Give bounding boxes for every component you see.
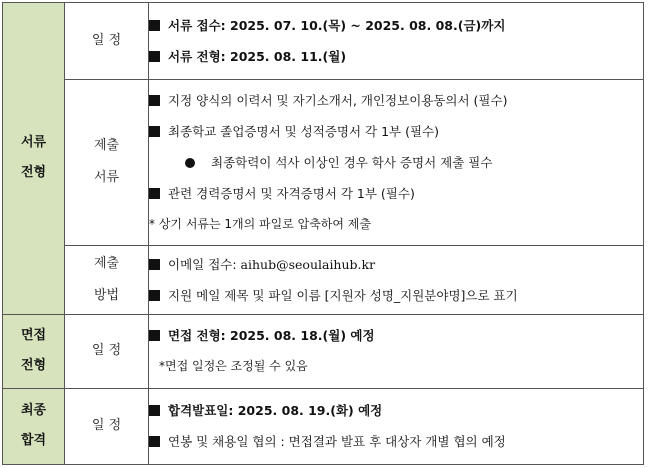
label-line: 제출 [93,255,120,271]
category-final-acceptance [3,388,65,464]
document-schedule-row [3,3,644,80]
interview-note: *면접 일정은 조정될 수 있음 [159,359,308,374]
interview-row [3,314,644,388]
document-submission-row [3,80,644,245]
black-square-icon [149,330,160,341]
black-square-icon [149,95,160,106]
category-line: 서류 [20,135,47,151]
document-item-text: 최종학교 졸업증명서 및 성적증명서 각 1부 (필수) [168,123,439,139]
schedule-label: 일 정 [65,3,149,80]
black-square-icon [149,188,160,199]
list-item [149,280,643,311]
category-interview [3,314,65,388]
list-item [149,116,643,147]
schedule-label: 일 정 [65,388,149,464]
black-square-icon [149,405,160,416]
list-item [149,41,643,72]
compression-note: * 상기 서류는 1개의 파일로 압축하여 제출 [149,216,371,231]
list-subitem [149,147,643,178]
salary-negotiation-text: 연봉 및 채용일 협의 : 면접결과 발표 후 대상자 개별 협의 예정 [168,434,506,450]
category-line: 최종 [20,403,47,419]
category-line: 면접 [20,328,47,344]
category-document-screening [3,3,65,315]
recruitment-schedule-table [2,2,644,465]
black-circle-icon [185,158,195,168]
label-line: 제출 [93,138,120,154]
black-square-icon [149,259,160,270]
required-documents-content [149,80,644,245]
email-address: aihub@seoulaihub.kr [240,256,376,272]
document-schedule-content [149,3,644,80]
list-item [149,320,643,351]
email-prefix-text: 이메일 접수: [168,256,241,272]
list-item [149,426,643,457]
document-item-text: 관련 경력증명서 및 자격증명서 각 1부 (필수) [168,185,415,201]
submission-method-row [3,245,644,314]
document-screening-date-text: 서류 전형: 2025. 08. 11.(월) [168,49,347,65]
mail-title-instruction-text: 지원 메일 제목 및 파일 이름 [지원자 성명_지원분야명]으로 표기 [168,287,518,303]
category-line: 합격 [20,433,47,449]
category-line: 전형 [20,165,47,181]
label-line: 서류 [93,170,120,186]
document-item-text: 지정 양식의 이력서 및 자기소개서, 개인정보이용동의서 (필수) [168,92,508,108]
list-item [149,249,643,280]
submission-method-label [65,245,149,314]
black-square-icon [149,51,160,62]
document-subitem-text: 최종학력이 석사 이상인 경우 학사 증명서 제출 필수 [211,154,493,170]
list-item [149,85,643,116]
list-item [149,178,643,209]
interview-date-text: 면접 전형: 2025. 08. 18.(월) 예정 [168,328,375,344]
final-result-row [3,388,644,464]
black-square-icon [149,20,160,31]
submission-method-content [149,245,644,314]
final-result-content [149,388,644,464]
black-square-icon [149,436,160,447]
black-square-icon [149,126,160,137]
schedule-label: 일 정 [65,314,149,388]
list-item [149,395,643,426]
list-item [149,10,643,41]
label-line: 방법 [93,287,120,303]
interview-content [149,314,644,388]
black-square-icon [149,290,160,301]
category-line: 전형 [20,358,47,374]
required-documents-label [65,80,149,245]
announcement-date-text: 합격발표일: 2025. 08. 19.(화) 예정 [168,403,383,419]
application-period-text: 서류 접수: 2025. 07. 10.(목) ~ 2025. 08. 08.(금)까지 [168,18,506,34]
